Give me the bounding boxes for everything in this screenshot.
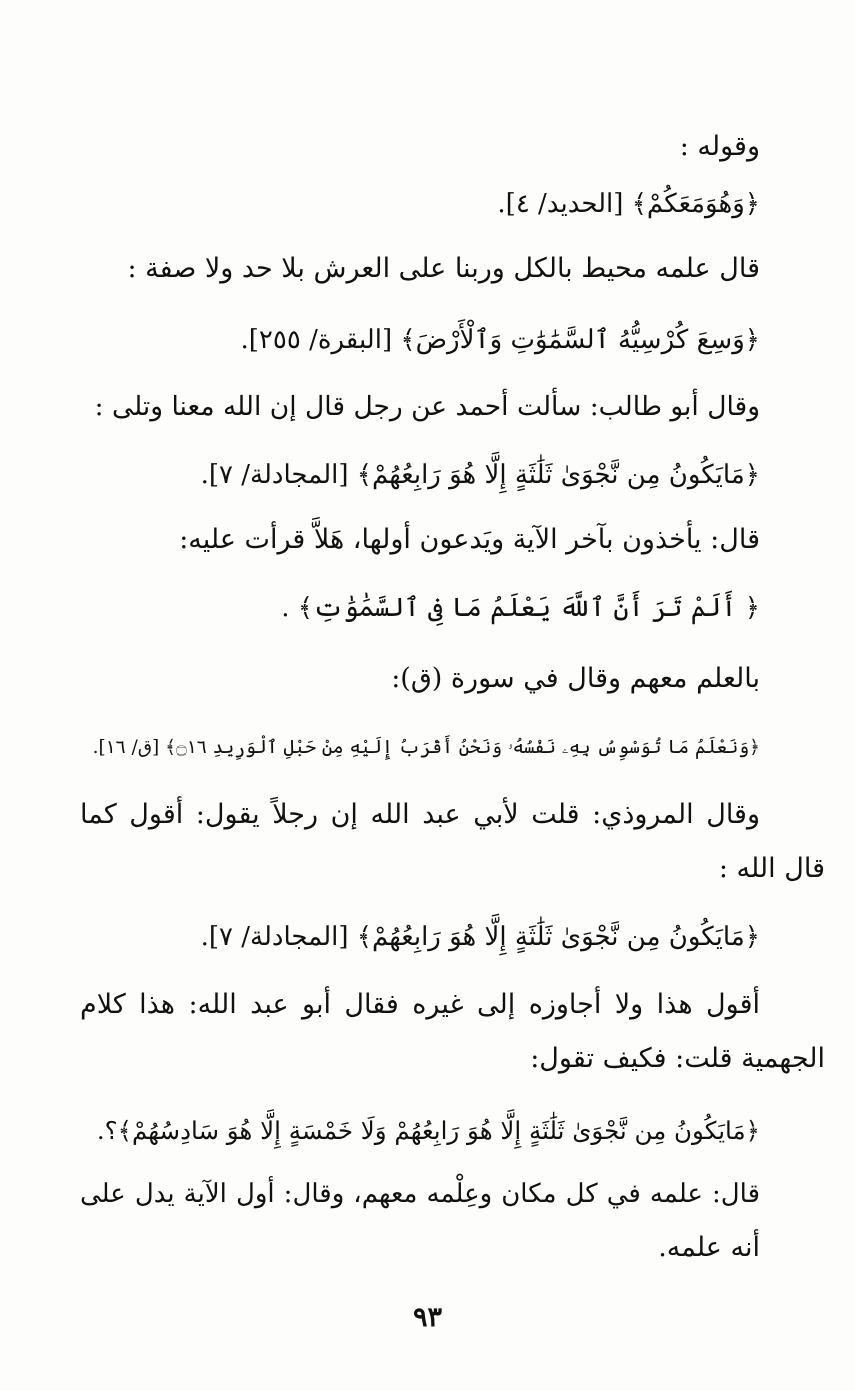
quran-verse-line-16: ﴿مَايَكُونُ مِن نَّجْوَىٰ ثَلَٰثَةٍ إِلَّا هُوَ رَابِعُهُمْ وَلَا خَمْسَةٍ إِلَّا هُوَ سَادِسُهُمْ﴾؟. bbox=[96, 1116, 760, 1145]
text-line-1: وقوله : bbox=[679, 131, 760, 162]
text-line-7: قال: يأخذون بآخر الآية ويَدعون أولها، هَلاَّ قرأت عليه: bbox=[179, 524, 760, 555]
text-line-11: وقال المروذي: قلت لأبي عبد الله إن رجلاً يقول: أقول كما bbox=[80, 799, 760, 830]
text-line-9: بالعلم معهم وقال في سورة (ق): bbox=[391, 663, 760, 694]
text-line-17: قال: علمه في كل مكان وعِلْمه معهم، وقال: أول الآية يدل على bbox=[80, 1179, 760, 1209]
quran-verse-line-4: ﴿وَسِعَ كُرْسِيُّهُ ٱلسَّمَٰوَٰتِ وَٱلْأَرْضَ﴾ [البقرة/ ٢٥٥]. bbox=[240, 325, 760, 355]
text-line-3: قال علمه محيط بالكل وربنا على العرش بلا حد ولا صفة : bbox=[127, 253, 760, 284]
quran-verse-line-8: ﴿ أَلَمْ تَرَ أَنَّ ٱللَّهَ يَعْلَمُ مَا فِى ٱلسَّمَٰوَٰتِ﴾ . bbox=[281, 593, 760, 623]
quran-verse-line-6: ﴿مَايَكُونُ مِن نَّجْوَىٰ ثَلَٰثَةٍ إِلَّا هُوَ رَابِعُهُمْ﴾ [المجادلة/ ٧]. bbox=[200, 460, 760, 490]
quran-verse-line-2: ﴿وَهُوَمَعَكُمْ﴾ [الحديد/ ٤]. bbox=[497, 189, 760, 219]
text-line-15: الجهمية قلت: فكيف تقول: bbox=[530, 1043, 825, 1074]
text-line-18: أنه علمه. bbox=[658, 1232, 760, 1263]
page-number: ٩٣ bbox=[412, 1302, 442, 1333]
quran-verse-line-13: ﴿مَايَكُونُ مِن نَّجْوَىٰ ثَلَٰثَةٍ إِلَّا هُوَ رَابِعُهُمْ﴾ [المجادلة/ ٧]. bbox=[200, 922, 760, 952]
text-line-5: وقال أبو طالب: سألت أحمد عن رجل قال إن الله معنا وتلى : bbox=[94, 391, 760, 422]
text-line-14: أقول هذا ولا أجاوزه إلى غيره فقال أبو عبد الله: هذا كلام bbox=[80, 989, 760, 1020]
text-line-12: قال الله : bbox=[718, 853, 825, 884]
quran-verse-line-10: ﴿وَنَعْلَمُ مَا تُوَسْوِسُ بِهِۦ نَفْسُهُۥ وَنَحْنُ أَقْرَبُ إِلَيْهِ مِنْ حَبْلِ ٱلْوَرِيدِ ۝١٦﴾ [ق/ ١٦]. bbox=[92, 737, 760, 758]
